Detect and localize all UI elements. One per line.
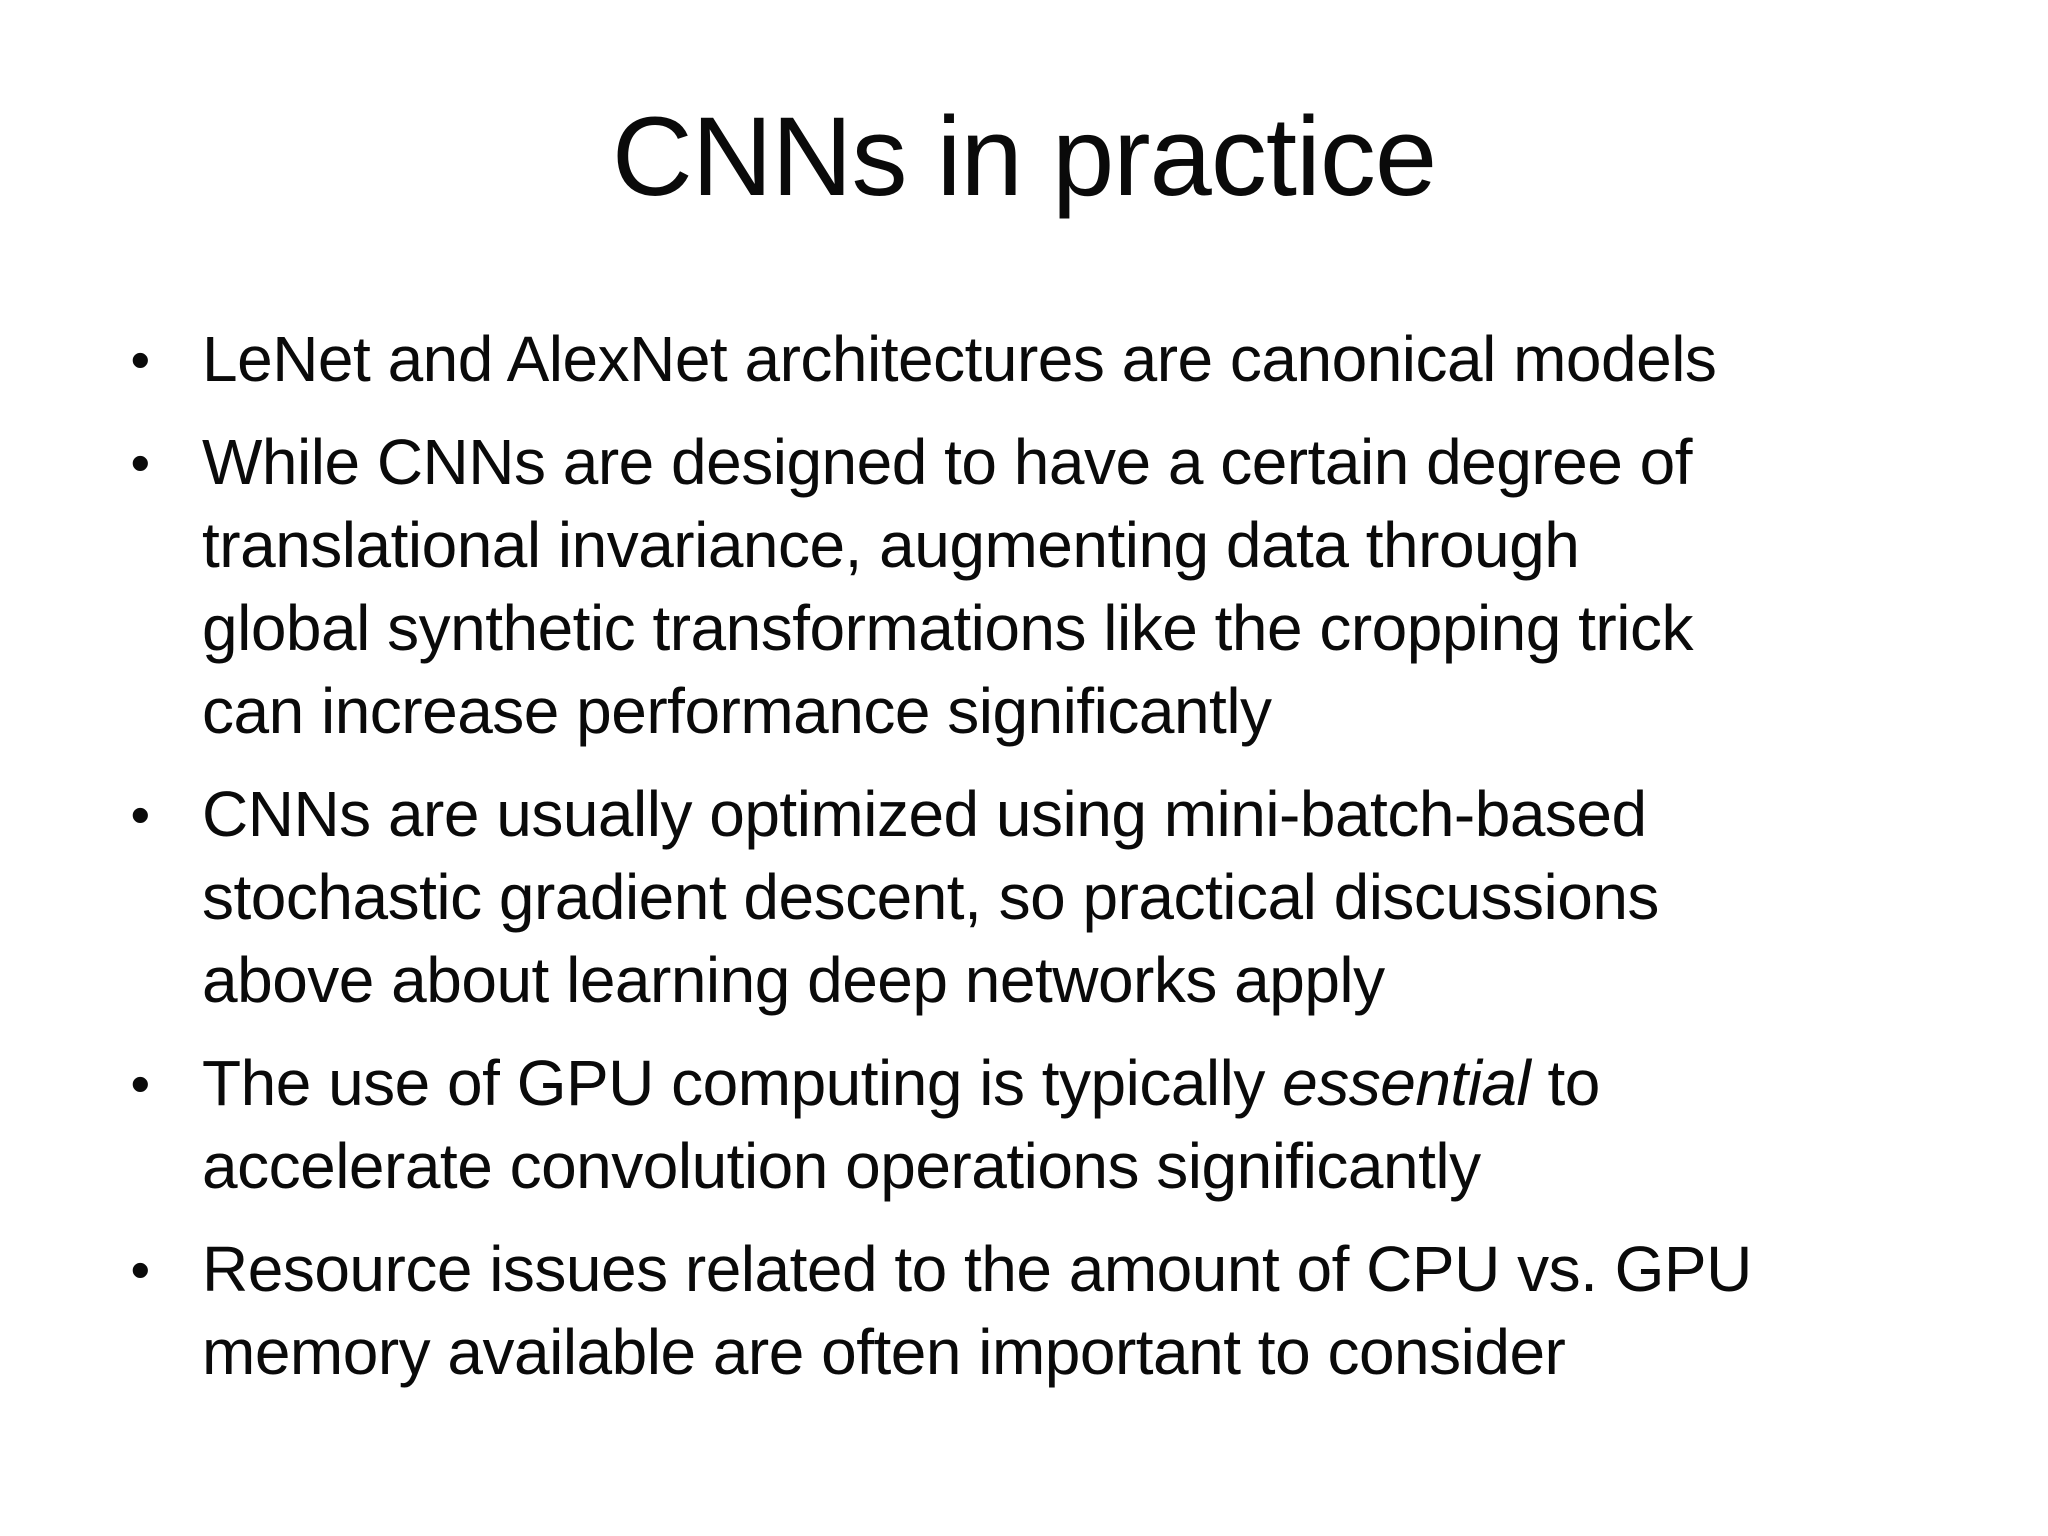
bullet-marker: • xyxy=(130,1238,150,1301)
bullet-marker: • xyxy=(130,783,150,846)
bullet-text-line: translational invariance, augmenting data through xyxy=(202,509,1580,581)
bullet-text-line: can increase performance significantly xyxy=(202,675,1272,747)
bullet-text-line: CNNs are usually optimized using mini-batch-based xyxy=(202,778,1647,850)
bullet-item xyxy=(120,421,2000,753)
bullet-item xyxy=(120,1042,2000,1208)
bullet-list xyxy=(120,318,2000,1414)
bullet-text-line xyxy=(202,1042,2000,1125)
bullet-marker: • xyxy=(130,431,150,494)
bullet-marker: • xyxy=(130,328,150,391)
bullet-text-line: While CNNs are designed to have a certain degree of xyxy=(202,426,1692,498)
bullet-item xyxy=(120,1228,2000,1394)
bullet-text-line: LeNet and AlexNet architectures are canonical models xyxy=(202,323,1717,395)
bullet-text-segment: The use of GPU computing is typically xyxy=(202,1047,1283,1119)
bullet-text-line: Resource issues related to the amount of CPU vs. GPU xyxy=(202,1233,1752,1305)
emphasized-word: essential xyxy=(1282,1047,1531,1119)
bullet-text-line: memory available are often important to consider xyxy=(202,1316,1566,1388)
slide-title: CNNs in practice xyxy=(611,94,1437,219)
bullet-text-line: above about learning deep networks apply xyxy=(202,944,1385,1016)
bullet-text-line: accelerate convolution operations significantly xyxy=(202,1130,1481,1202)
bullet-marker: • xyxy=(130,1052,150,1115)
bullet-item xyxy=(120,318,2000,401)
bullet-text-line: global synthetic transformations like the cropping trick xyxy=(202,592,1693,664)
bullet-item xyxy=(120,773,2000,1022)
bullet-text-line: stochastic gradient descent, so practical discussions xyxy=(202,861,1659,933)
bullet-text-segment: to xyxy=(1530,1047,1600,1119)
